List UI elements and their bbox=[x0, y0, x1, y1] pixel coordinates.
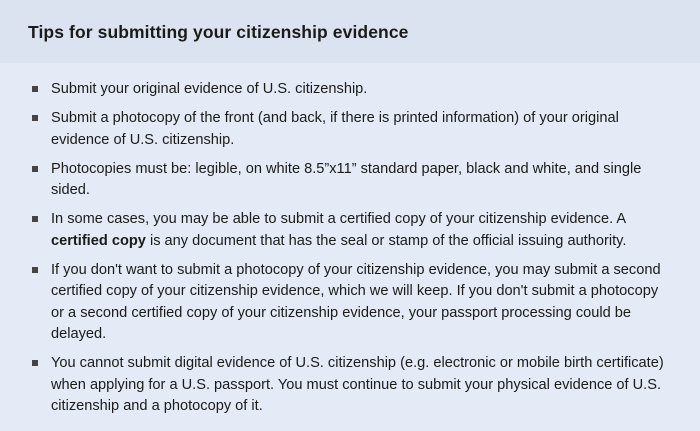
emphasis-text: certified copy bbox=[51, 232, 146, 249]
tip-text: Photocopies must be: legible, on white 8.5”x11” standard paper, black and white, and single sided. bbox=[51, 160, 642, 199]
page-title: Tips for submitting your citizenship evidence bbox=[28, 22, 409, 42]
tips-header bbox=[0, 0, 700, 63]
tip-text: Submit a photocopy of the front (and back, if there is printed information) of your original evidence of U.S. citizenship. bbox=[51, 110, 619, 148]
tip-text: In some cases, you may be able to submit a certified copy of your citizenship evidence. A bbox=[51, 211, 626, 228]
list-item bbox=[30, 79, 670, 100]
tips-body bbox=[0, 63, 700, 431]
tip-text: Submit your original evidence of U.S. citizenship. bbox=[51, 81, 368, 97]
list-item bbox=[30, 260, 670, 345]
tip-text: is any document that has the seal or stamp of the official issuing authority. bbox=[145, 232, 627, 249]
tip-text: You cannot submit digital evidence of U.S. citizenship (e.g. electronic or mobile birth certificate) when applying for a U.S. passport. You must continue to submit your physical evidence of U.S. citizenship and a photocopy of it. bbox=[51, 355, 664, 414]
tips-list bbox=[30, 79, 670, 417]
list-item bbox=[30, 108, 670, 151]
list-item bbox=[30, 353, 670, 417]
list-item bbox=[30, 159, 670, 202]
tip-text: If you don't want to submit a photocopy of your citizenship evidence, you may submit a second certified copy of your citizenship evidence, which we will keep. If you don't submit a photocopy or a second certified copy of your citizenship evidence, your passport processing could be delayed. bbox=[51, 262, 661, 342]
list-item bbox=[30, 209, 670, 252]
